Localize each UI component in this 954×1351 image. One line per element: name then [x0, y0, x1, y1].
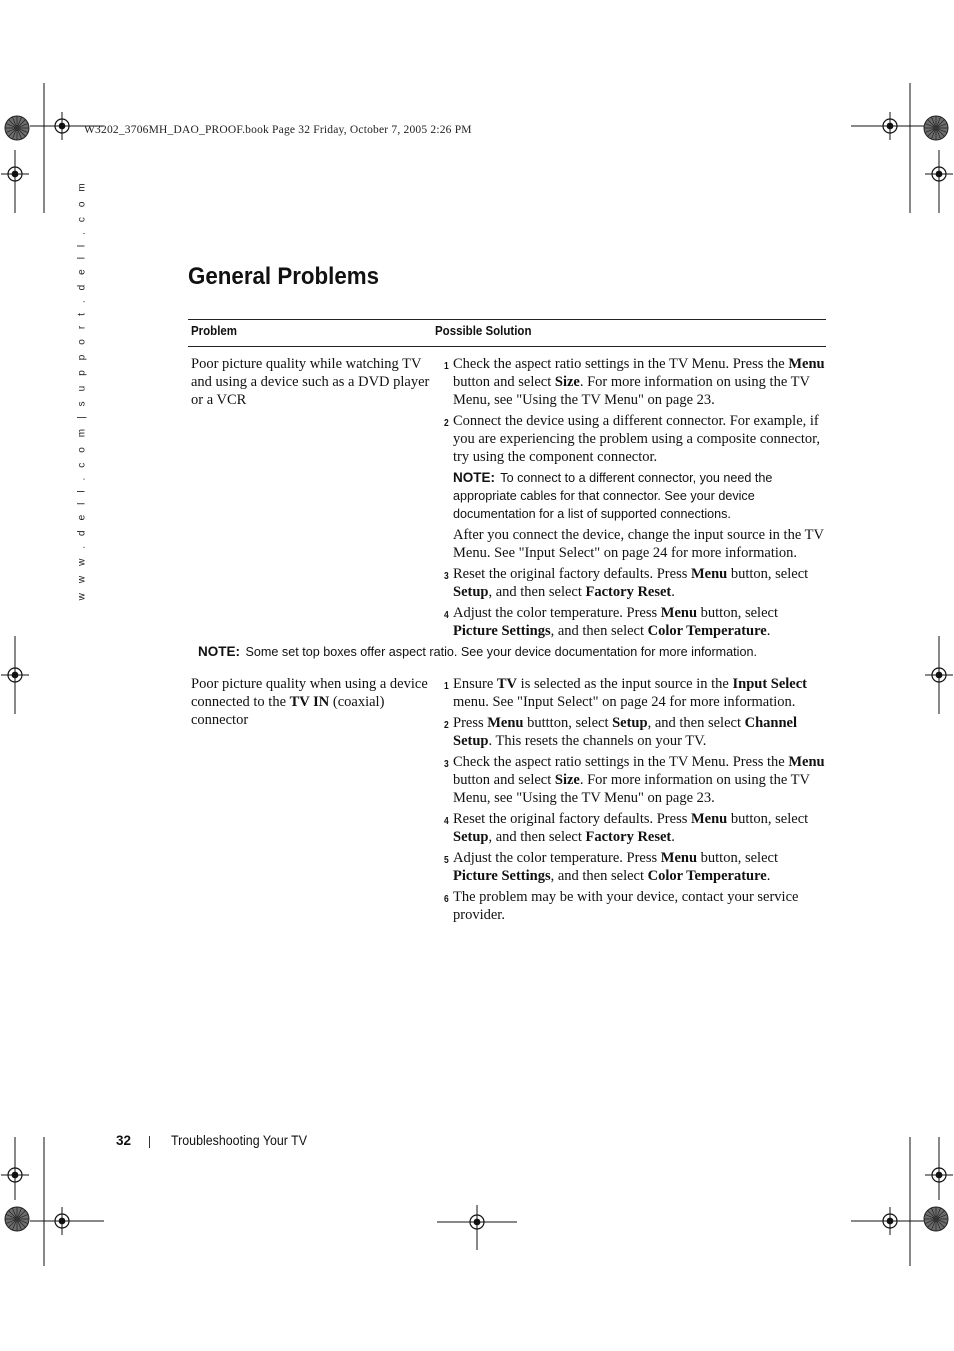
note-label: NOTE:	[198, 644, 240, 659]
note-text: To connect to a different connector, you need the appropriate cables for that connector. See your device documentation for a list of supported connections.	[453, 471, 773, 521]
note-text: Some set top boxes offer aspect ratio. See your device documentation for more information.	[242, 645, 757, 659]
step-number: 5	[444, 855, 449, 866]
step-number: 4	[444, 816, 449, 827]
problem-cell: Poor picture quality while watching TV and using a device such as a DVD player or a VCR	[191, 356, 430, 408]
solution-step: 3 Check the aspect ratio settings in the TV Menu. Press the Menu button and select Size. For more information on using the TV Menu, see "Using the TV Menu" on page 23.	[444, 754, 825, 806]
table-row	[188, 668, 826, 927]
solution-step: 2 Press Menu buttton, select Setup, and then select Channel Setup. This resets the channels on your TV.	[444, 715, 797, 749]
solution-step: 6 The problem may be with your device, contact your service provider.	[444, 889, 799, 923]
header-possible-solution: Possible Solution	[435, 324, 532, 338]
solution-step: 1 Ensure TV is selected as the input source in the Input Select menu. See "Input Select" on page 24 for more information.	[444, 676, 808, 710]
step-number: 2	[444, 720, 449, 731]
table-header	[188, 319, 826, 347]
step-number: 1	[444, 361, 449, 372]
note-label: NOTE:	[453, 470, 495, 485]
problems-table	[188, 319, 826, 927]
solution-step: 2 Connect the device using a different connector. For example, if you are experiencing the problem using a composite connector, try using the component connector.	[444, 413, 821, 465]
table-row	[188, 347, 826, 643]
solution-step: 5 Adjust the color temperature. Press Menu button, select Picture Settings, and then select Color Temperature.	[444, 850, 778, 884]
side-url-text: w w w . d e l l . c o m | s u p p o r t . d e l l . c o m	[76, 179, 88, 601]
step-number: 3	[444, 759, 449, 770]
note	[435, 469, 826, 523]
proof-header: W3202_3706MH_DAO_PROOF.book Page 32 Friday, October 7, 2005 2:26 PM	[84, 124, 472, 136]
solution-step: 4 Reset the original factory defaults. Press Menu button, select Setup, and then select Factory Reset.	[444, 811, 809, 845]
step-number: 6	[444, 894, 449, 905]
step-number: 3	[444, 571, 449, 582]
solution-step: 3 Reset the original factory defaults. Press Menu button, select Setup, and then select Factory Reset.	[444, 566, 809, 600]
step-number: 4	[444, 610, 449, 621]
step-number: 1	[444, 681, 449, 692]
after-connect-text: After you connect the device, change the input source in the TV Menu. See "Input Select" on page 24 for more information.	[453, 527, 824, 561]
solution-step: 1 Check the aspect ratio settings in the TV Menu. Press the Menu button and select Size. For more information on using the TV Menu, see "Using the TV Menu" on page 23.	[444, 356, 825, 408]
solution-cell	[435, 355, 826, 643]
solution-cell	[435, 675, 826, 927]
header-problem: Problem	[191, 324, 238, 338]
note	[188, 643, 826, 661]
page-number: 32	[116, 1133, 132, 1148]
footer-section-title: Troubleshooting Your TV	[171, 1133, 308, 1148]
page-title: General Problems	[188, 263, 380, 290]
problem-cell: Poor picture quality when using a device connected to the TV IN (coaxial) connector	[191, 676, 428, 728]
solution-step: 4 Adjust the color temperature. Press Menu button, select Picture Settings, and then select Color Temperature.	[444, 605, 778, 639]
footer-separator	[149, 1136, 150, 1148]
step-number: 2	[444, 418, 449, 429]
